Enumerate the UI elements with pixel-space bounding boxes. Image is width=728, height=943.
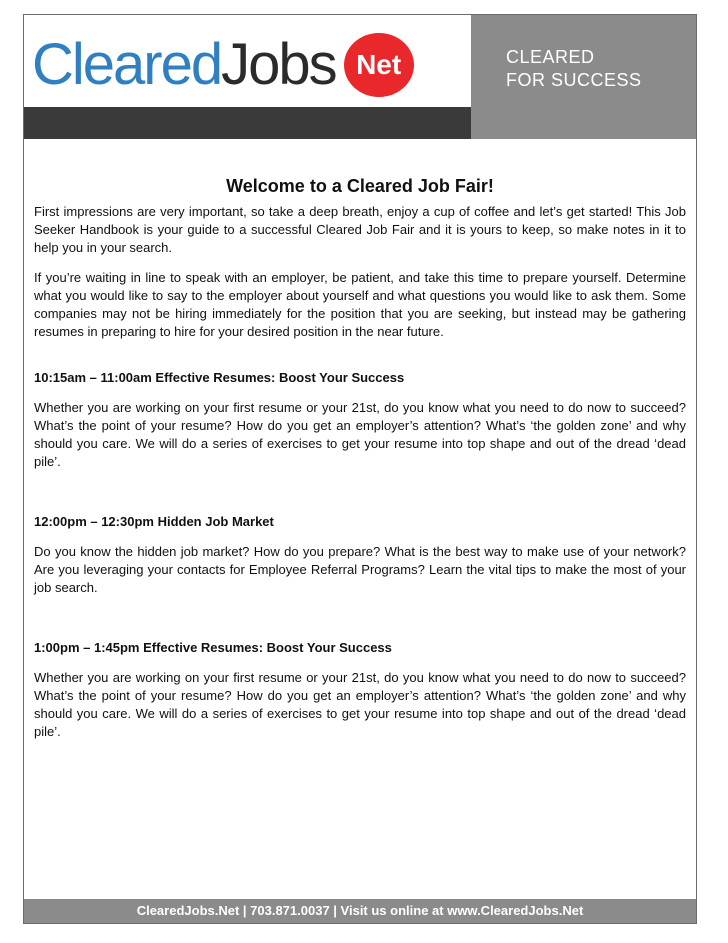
logo-word-jobs: Jobs — [221, 32, 336, 97]
tagline-line-1: CLEARED — [506, 47, 595, 67]
session-heading-3: 1:00pm – 1:45pm Effective Resumes: Boost Your Success — [34, 640, 392, 655]
clearedjobs-logo — [32, 33, 414, 97]
session-body-1: Whether you are working on your first resume or your 21st, do you know what you need to do now to succeed? What’s the point of your resume? How do you get an employer’s attention? What’s ‘the golden zone’ and why should you care. We will do a series of exercises to get your resume into top shape and out of the dread ‘dead pile’. — [34, 400, 686, 469]
tagline-line-2: FOR SUCCESS — [506, 70, 642, 90]
intro-paragraph-1: First impressions are very important, so take a deep breath, enjoy a cup of coffee and let’s get started! This Job Seeker Handbook is your guide to a successful Cleared Job Fair and it is yours to keep, so make notes in it to help you in your search. — [34, 204, 686, 255]
session-heading-2: 12:00pm – 12:30pm Hidden Job Market — [34, 514, 274, 529]
page-frame — [23, 14, 697, 924]
session-body-3: Whether you are working on your first resume or your 21st, do you know what you need to do now to succeed? What’s the point of your resume? How do you get an employer’s attention? What’s ‘the golden zone’ and why should you care. We will do a series of exercises to get your resume into top shape and out of the dread ‘dead pile’. — [34, 670, 686, 739]
session-body-2: Do you know the hidden job market? How do you prepare? What is the best way to make use of your network? Are you leveraging your contacts for Employee Referral Programs? Learn the vital tips to make the most of your job search. — [34, 544, 686, 595]
logo-word-cleared: Cleared — [32, 32, 222, 97]
intro-paragraph-2: If you’re waiting in line to speak with an employer, be patient, and take this time to prepare yourself. Determine what you would like to say to the employer about yourself and what questions you would like to ask them. Some companies may not be hiring immediately for the position that you are seeking, but instead may be gathering resumes in preparing to hire for your desired position in the near future. — [34, 270, 686, 339]
handbook-content — [34, 175, 686, 753]
tagline — [506, 46, 642, 92]
page-title: Welcome to a Cleared Job Fair! — [226, 176, 494, 196]
session-heading-1: 10:15am – 11:00am Effective Resumes: Boost Your Success — [34, 370, 405, 385]
header-dark-bar — [24, 107, 471, 139]
footer-bar: ClearedJobs.Net | 703.871.0037 | Visit us online at www.ClearedJobs.Net — [24, 899, 696, 923]
logo-net-badge: Net — [344, 33, 414, 97]
